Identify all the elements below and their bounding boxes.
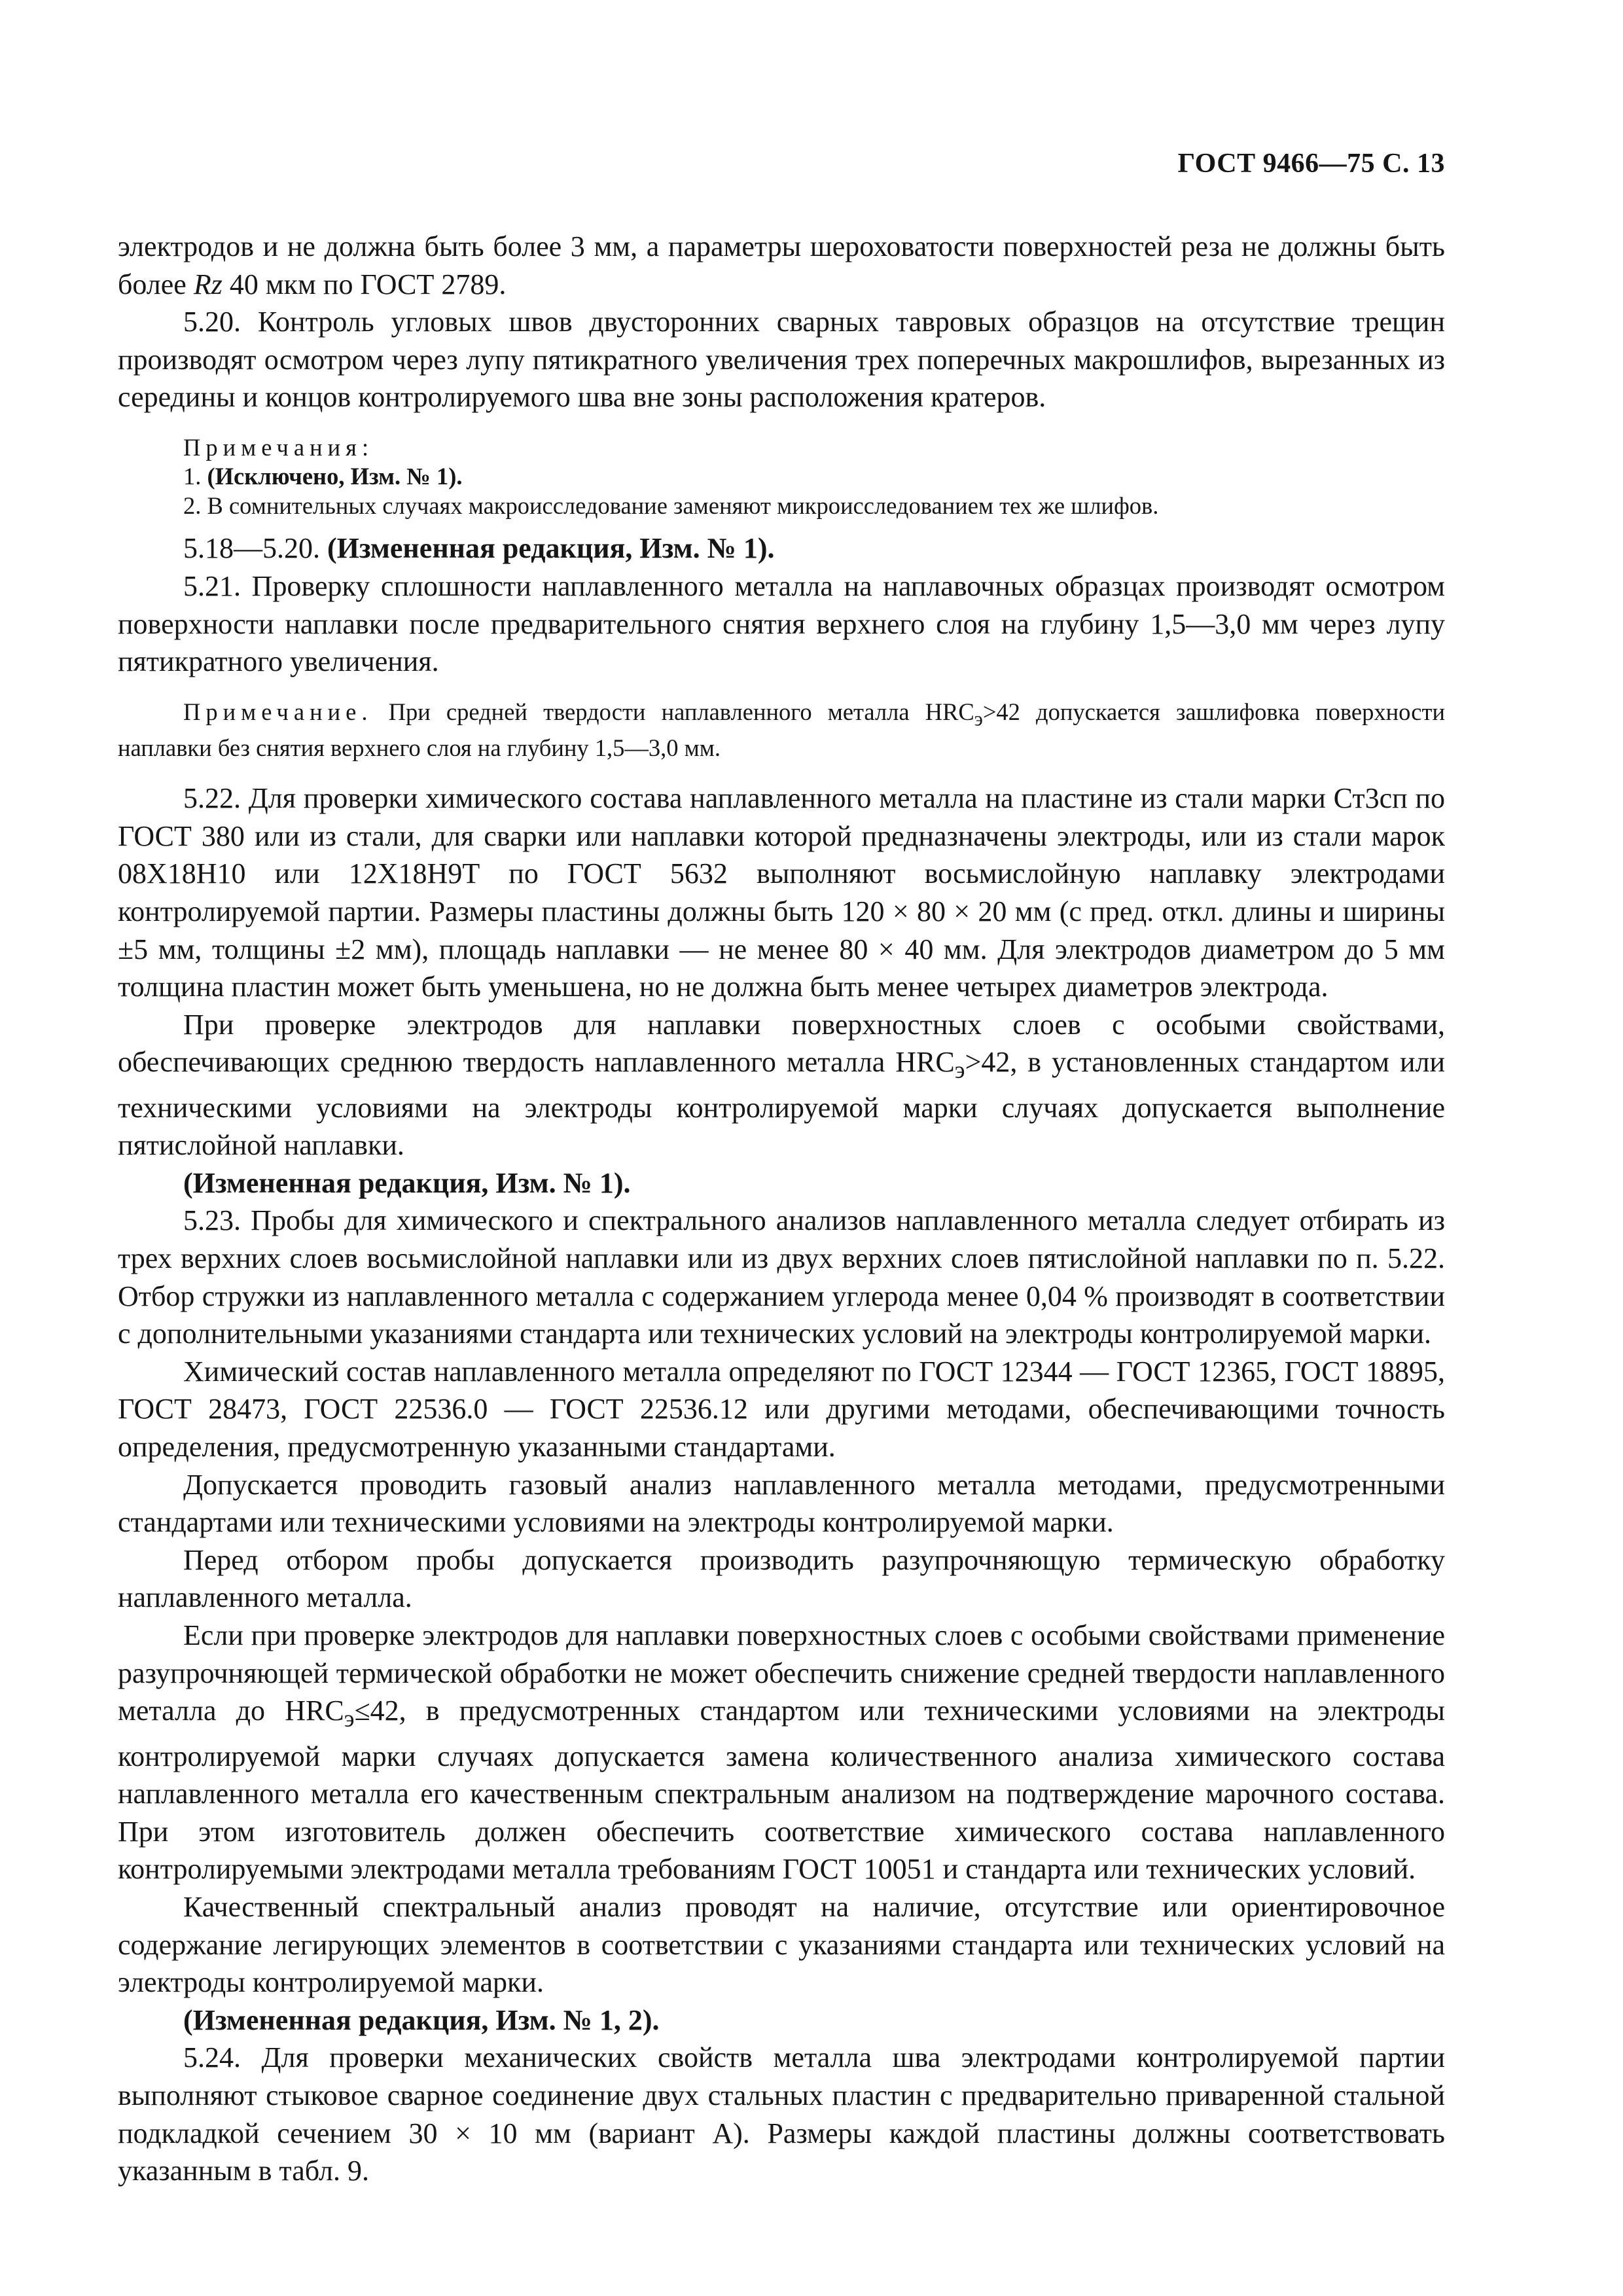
note-text: При средней твердости наплавленного металла HRC [388, 698, 974, 725]
paragraph-5-22: 5.22. Для проверки химического состава наплавленного металла на пластине из стали марки Ст3сп по ГОСТ 380 или из стали, для сварки или наплавки которой предназначены электроды, или из стали марок 08Х18Н10 или 12Х18Н9Т по ГОСТ 5632 выполняют восьмислойную наплавку электродами контролируемой партии. Размеры пластины должны быть 120 × 80 × 20 мм (с пред. откл. длины и ширины ±5 мм, толщины ±2 мм), площадь наплавки — не менее 80 × 40 мм. Для электродов диаметром до 5 мм толщина пластин может быть уменьшена, но не должна быть менее четырех диаметров электрода. [118, 782, 1445, 1003]
note-text: >42 допускается зашлифовка поверхности наплавки без снятия верхнего слоя на глубину 1,5—3,0 мм. [118, 698, 1445, 761]
paragraph-gas-analysis: Допускается проводить газовый анализ наплавленного металла методами, предусмотренными стандартами или техническими условиями на электроды контролируемой марки. [118, 1468, 1445, 1539]
rz-symbol: Rz [193, 268, 223, 300]
paragraph-text: 40 мкм по ГОСТ 2789. [229, 268, 507, 300]
paragraph-continuation [118, 228, 1445, 303]
note-text: (Исключено, Изм. № 1). [207, 463, 463, 490]
paragraph-surfacing [118, 1006, 1445, 1164]
paragraph-text: ≤42, в предусмотренных стандартом или техническими условиями на электроды контролируемой марки случаях допускается замена количественного анализа химического состава наплавленного металла его качественным спектральным анализом на подтверждение марочного состава. При этом изготовитель должен обеспечить соответствие химического состава наплавленного контролируемыми электродами металла требованиям ГОСТ 10051 и стандарта или технических условий. [118, 1695, 1445, 1886]
note-hardness [118, 698, 1445, 762]
note-number: 1. [183, 463, 202, 490]
amendment-text: (Измененная редакция, Изм. № 1). [327, 532, 775, 565]
paragraph-5-21: 5.21. Проверку сплошности наплавленного металла на наплавочных образцах производят осмотром поверхности наплавки после предварительного снятия верхнего слоя на глубину 1,5—3,0 мм через лупу пятикратного увеличения. [118, 570, 1445, 678]
paragraph-heat-treatment: Перед отбором пробы допускается производить разупрочняющую термическую обработку наплавленного металла. [118, 1543, 1445, 1614]
paragraph-5-24: 5.24. Для проверки механических свойств металла шва электродами контролируемой партии выполняют стыковое сварное соединение двух стальных пластин с предварительно приваренной стальной подкладкой сечением 30 × 10 мм (вариант А). Размеры каждой пластины должны соответствовать указанным в табл. 9. [118, 2041, 1445, 2187]
document-body [118, 228, 1445, 2190]
page-header: ГОСТ 9466—75 С. 13 [1177, 149, 1445, 179]
note-1 [183, 462, 1445, 492]
amendment-note [118, 529, 1445, 567]
paragraph-5-23: 5.23. Пробы для химического и спектрального анализов наплавленного металла следует отбирать из трех верхних слоев восьмислойной наплавки или из двух верхних слоев пятислойной наплавки по п. 5.22. Отбор стружки из наплавленного металла с содержанием углерода менее 0,04 % производят в соответствии с дополнительными указаниями стандарта или технических условий на электроды контролируемой марки. [118, 1204, 1445, 1350]
note-2: 2. В сомнительных случаях макроисследование заменяют микроисследованием тех же шлифов. [183, 492, 1159, 519]
subscript: э [974, 708, 983, 730]
amendment-note: (Измененная редакция, Изм. № 1, 2). [183, 2003, 660, 2036]
paragraph-spectral-replacement [118, 1617, 1445, 1888]
paragraph-text: >42, в установленных стандартом или техническими условиями на электроды контролируемой марки случаях допускается выполнение пятислойной наплавки. [118, 1046, 1445, 1162]
paragraph-qualitative-analysis: Качественный спектральный анализ проводят на наличие, отсутствие или ориентировочное содержание легирующих элементов в соответствии с указаниями стандарта или технических условий на электроды контролируемой марки. [118, 1890, 1445, 1999]
paragraph-chemical-composition: Химический состав наплавленного металла определяют по ГОСТ 12344 — ГОСТ 12365, ГОСТ 18895, ГОСТ 28473, ГОСТ 22536.0 — ГОСТ 22536.12 или другими методами, обеспечивающими точность определения, предусмотренную указанными стандартами. [118, 1355, 1445, 1463]
paragraph-text: Если при проверке электродов для наплавки поверхностных слоев с особыми свойствами применение разупрочняющей термической обработки не может обеспечить снижение средней твердости наплавленного металла до HRC [118, 1619, 1445, 1727]
amendment-range: 5.18—5.20. [183, 532, 320, 565]
subscript: э [954, 1056, 965, 1084]
paragraph-text: электродов и не должна быть более 3 мм, а параметры шероховатости поверхностей реза не должны быть более [118, 230, 1445, 300]
note-title: Примечание. [183, 698, 373, 725]
amendment-note: (Измененная редакция, Изм. № 1). [183, 1166, 631, 1199]
notes-title: Примечания: [183, 433, 374, 461]
paragraph-text: При проверке электродов для наплавки поверхностных слоев с особыми свойствами, обеспечивающих среднюю твердость наплавленного металла HRC [118, 1008, 1445, 1079]
paragraph-5-20: 5.20. Контроль угловых швов двусторонних сварных тавровых образцов на отсутствие трещин производят осмотром через лупу пятикратного увеличения трех поперечных макрошлифов, вырезанных из середины и концов контролируемого шва вне зоны расположения кратеров. [118, 306, 1445, 414]
subscript: э [344, 1704, 355, 1732]
notes-block [183, 433, 1445, 521]
